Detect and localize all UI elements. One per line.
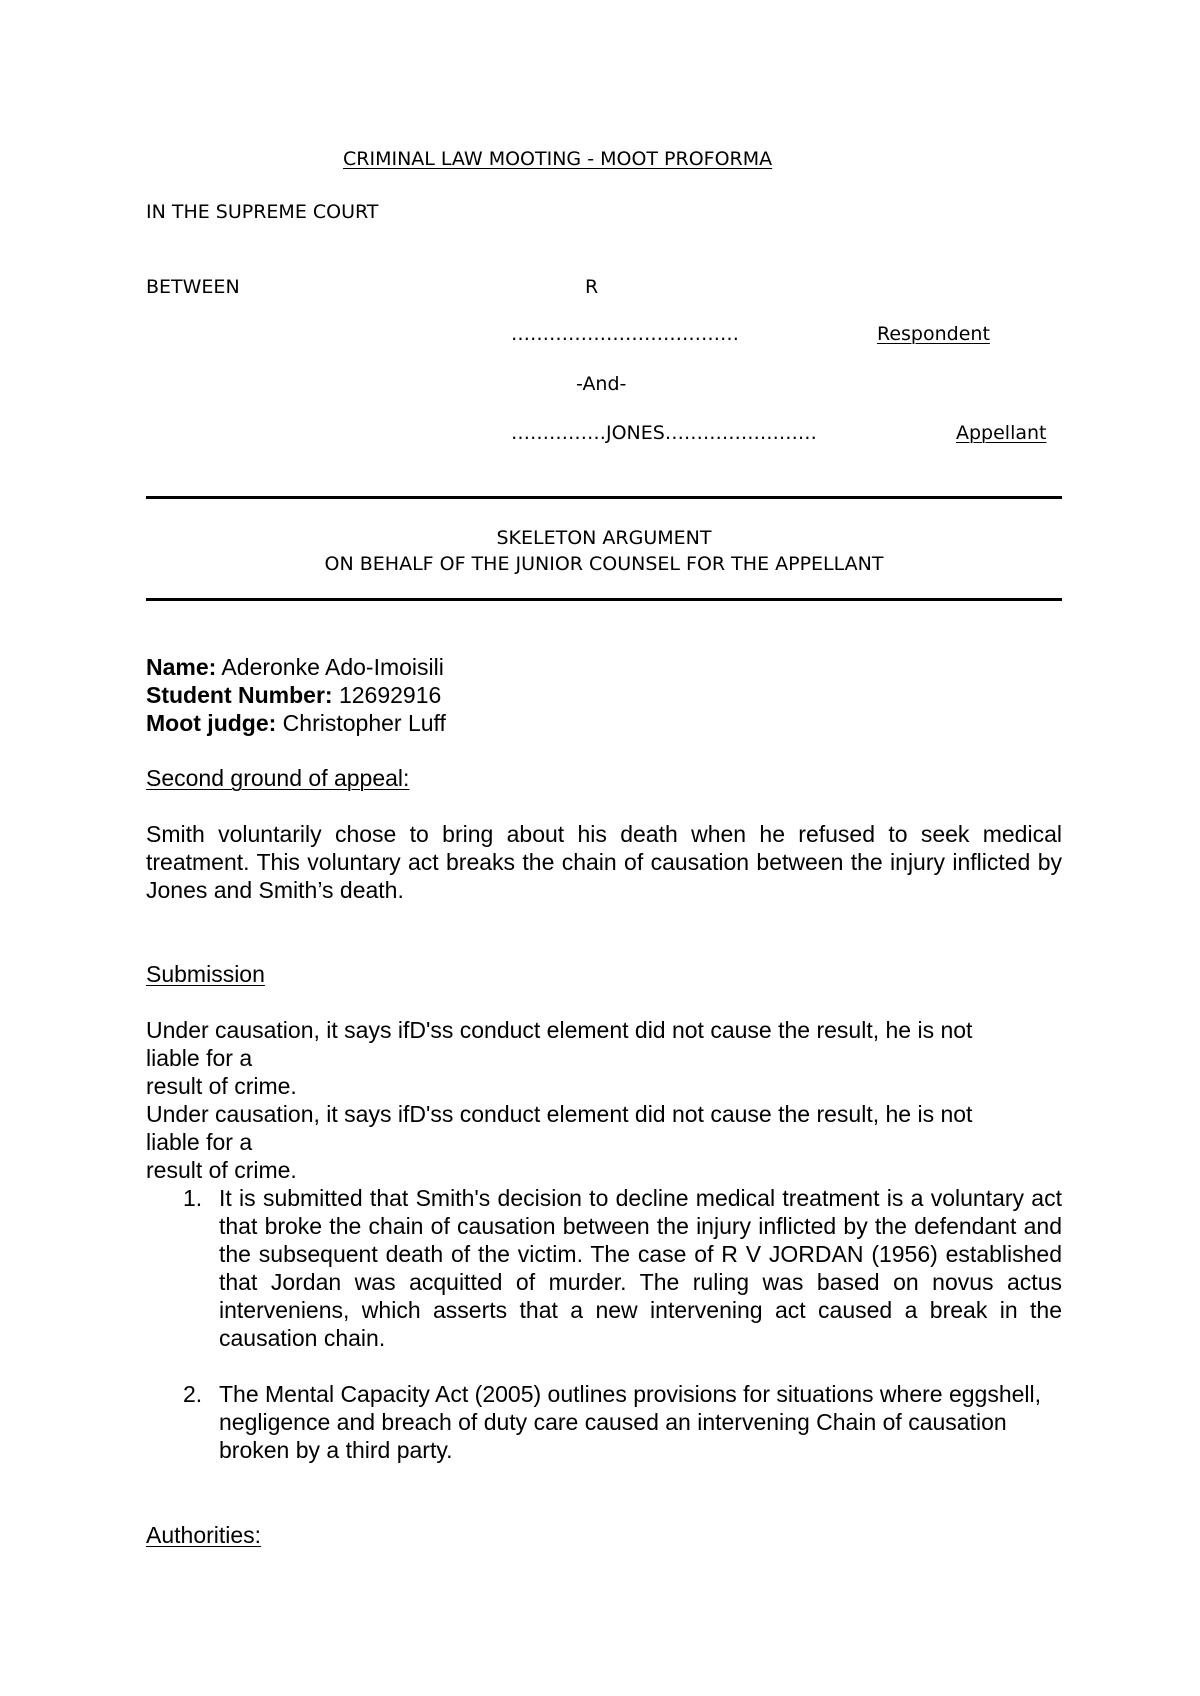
skeleton-line-2: ON BEHALF OF THE JUNIOR COUNSEL FOR THE APPELLANT (324, 553, 884, 575)
submission-paragraph-1-line-1: Under causation, it says ifD'ss conduct element did not cause the result, he is not (146, 1017, 973, 1043)
bottom-rule (146, 598, 1062, 601)
student-number-row (146, 681, 441, 709)
moot-judge-row (146, 709, 446, 737)
respondent-label: Respondent (877, 323, 990, 345)
respondent-name-placeholder: ……………………………… (511, 323, 739, 345)
submission-paragraph-1-line-2: liable for a (146, 1045, 253, 1071)
submission-paragraph-1 (146, 1016, 1062, 1100)
list-item (146, 1184, 1062, 1352)
student-number-label: Student Number: (146, 682, 333, 708)
authorities-heading: Authorities: (146, 1522, 262, 1548)
submission-paragraph-2-line-3: result of crime. (146, 1157, 297, 1183)
appellant-party: ……………JONES…………………… (511, 422, 817, 444)
ground-heading: Second ground of appeal: (146, 765, 410, 791)
student-name-label: Name: (146, 654, 217, 680)
submission-heading: Submission (146, 961, 265, 987)
between-label: BETWEEN (146, 276, 240, 298)
moot-judge-value: Christopher Luff (276, 710, 446, 736)
list-item-text: It is submitted that Smith's decision to decline medical treatment is a voluntary act that broke the chain of causation between the injury inflicted by the defendant and the subsequent death of the victim. The case of R V JORDAN (1956) established that Jordan was acquitted of murder. The ruling was based on novus actus interveniens, which asserts that a new intervening act caused a break in the causation chain. (219, 1185, 1062, 1351)
document-title: CRIMINAL LAW MOOTING - MOOT PROFORMA (343, 148, 773, 170)
party-r: R (585, 276, 599, 298)
student-name-row (146, 653, 444, 681)
submission-paragraph-2-line-2: liable for a (146, 1129, 253, 1155)
submission-paragraph-2 (146, 1100, 1062, 1184)
ground-text: Smith voluntarily chose to bring about his death when he refused to seek medical treatment. This voluntary act breaks the chain of causation between the injury inflicted by Jones and Smith’s death. (146, 821, 1062, 903)
list-item-text: The Mental Capacity Act (2005) outlines provisions for situations where eggshell, negligence and breach of duty care caused an intervening Chain of causation broken by a third party. (219, 1381, 1042, 1463)
top-rule (146, 496, 1062, 499)
and-label: -And- (576, 373, 627, 395)
submission-list (146, 1184, 1062, 1464)
submission-paragraph-1-line-3: result of crime. (146, 1073, 297, 1099)
appellant-label: Appellant (956, 422, 1047, 444)
skeleton-heading (146, 525, 1062, 577)
list-item (146, 1380, 1062, 1464)
court-name: IN THE SUPREME COURT (146, 201, 379, 223)
skeleton-line-1: SKELETON ARGUMENT (496, 527, 712, 549)
list-item-number: 1. (183, 1185, 203, 1211)
submission-paragraph-2-line-1: Under causation, it says ifD'ss conduct element did not cause the result, he is not (146, 1101, 973, 1127)
student-name-value: Aderonke Ado-Imoisili (216, 654, 444, 680)
moot-judge-label: Moot judge: (146, 710, 277, 736)
list-item-number: 2. (183, 1381, 203, 1407)
student-number-value: 12692916 (332, 682, 442, 708)
